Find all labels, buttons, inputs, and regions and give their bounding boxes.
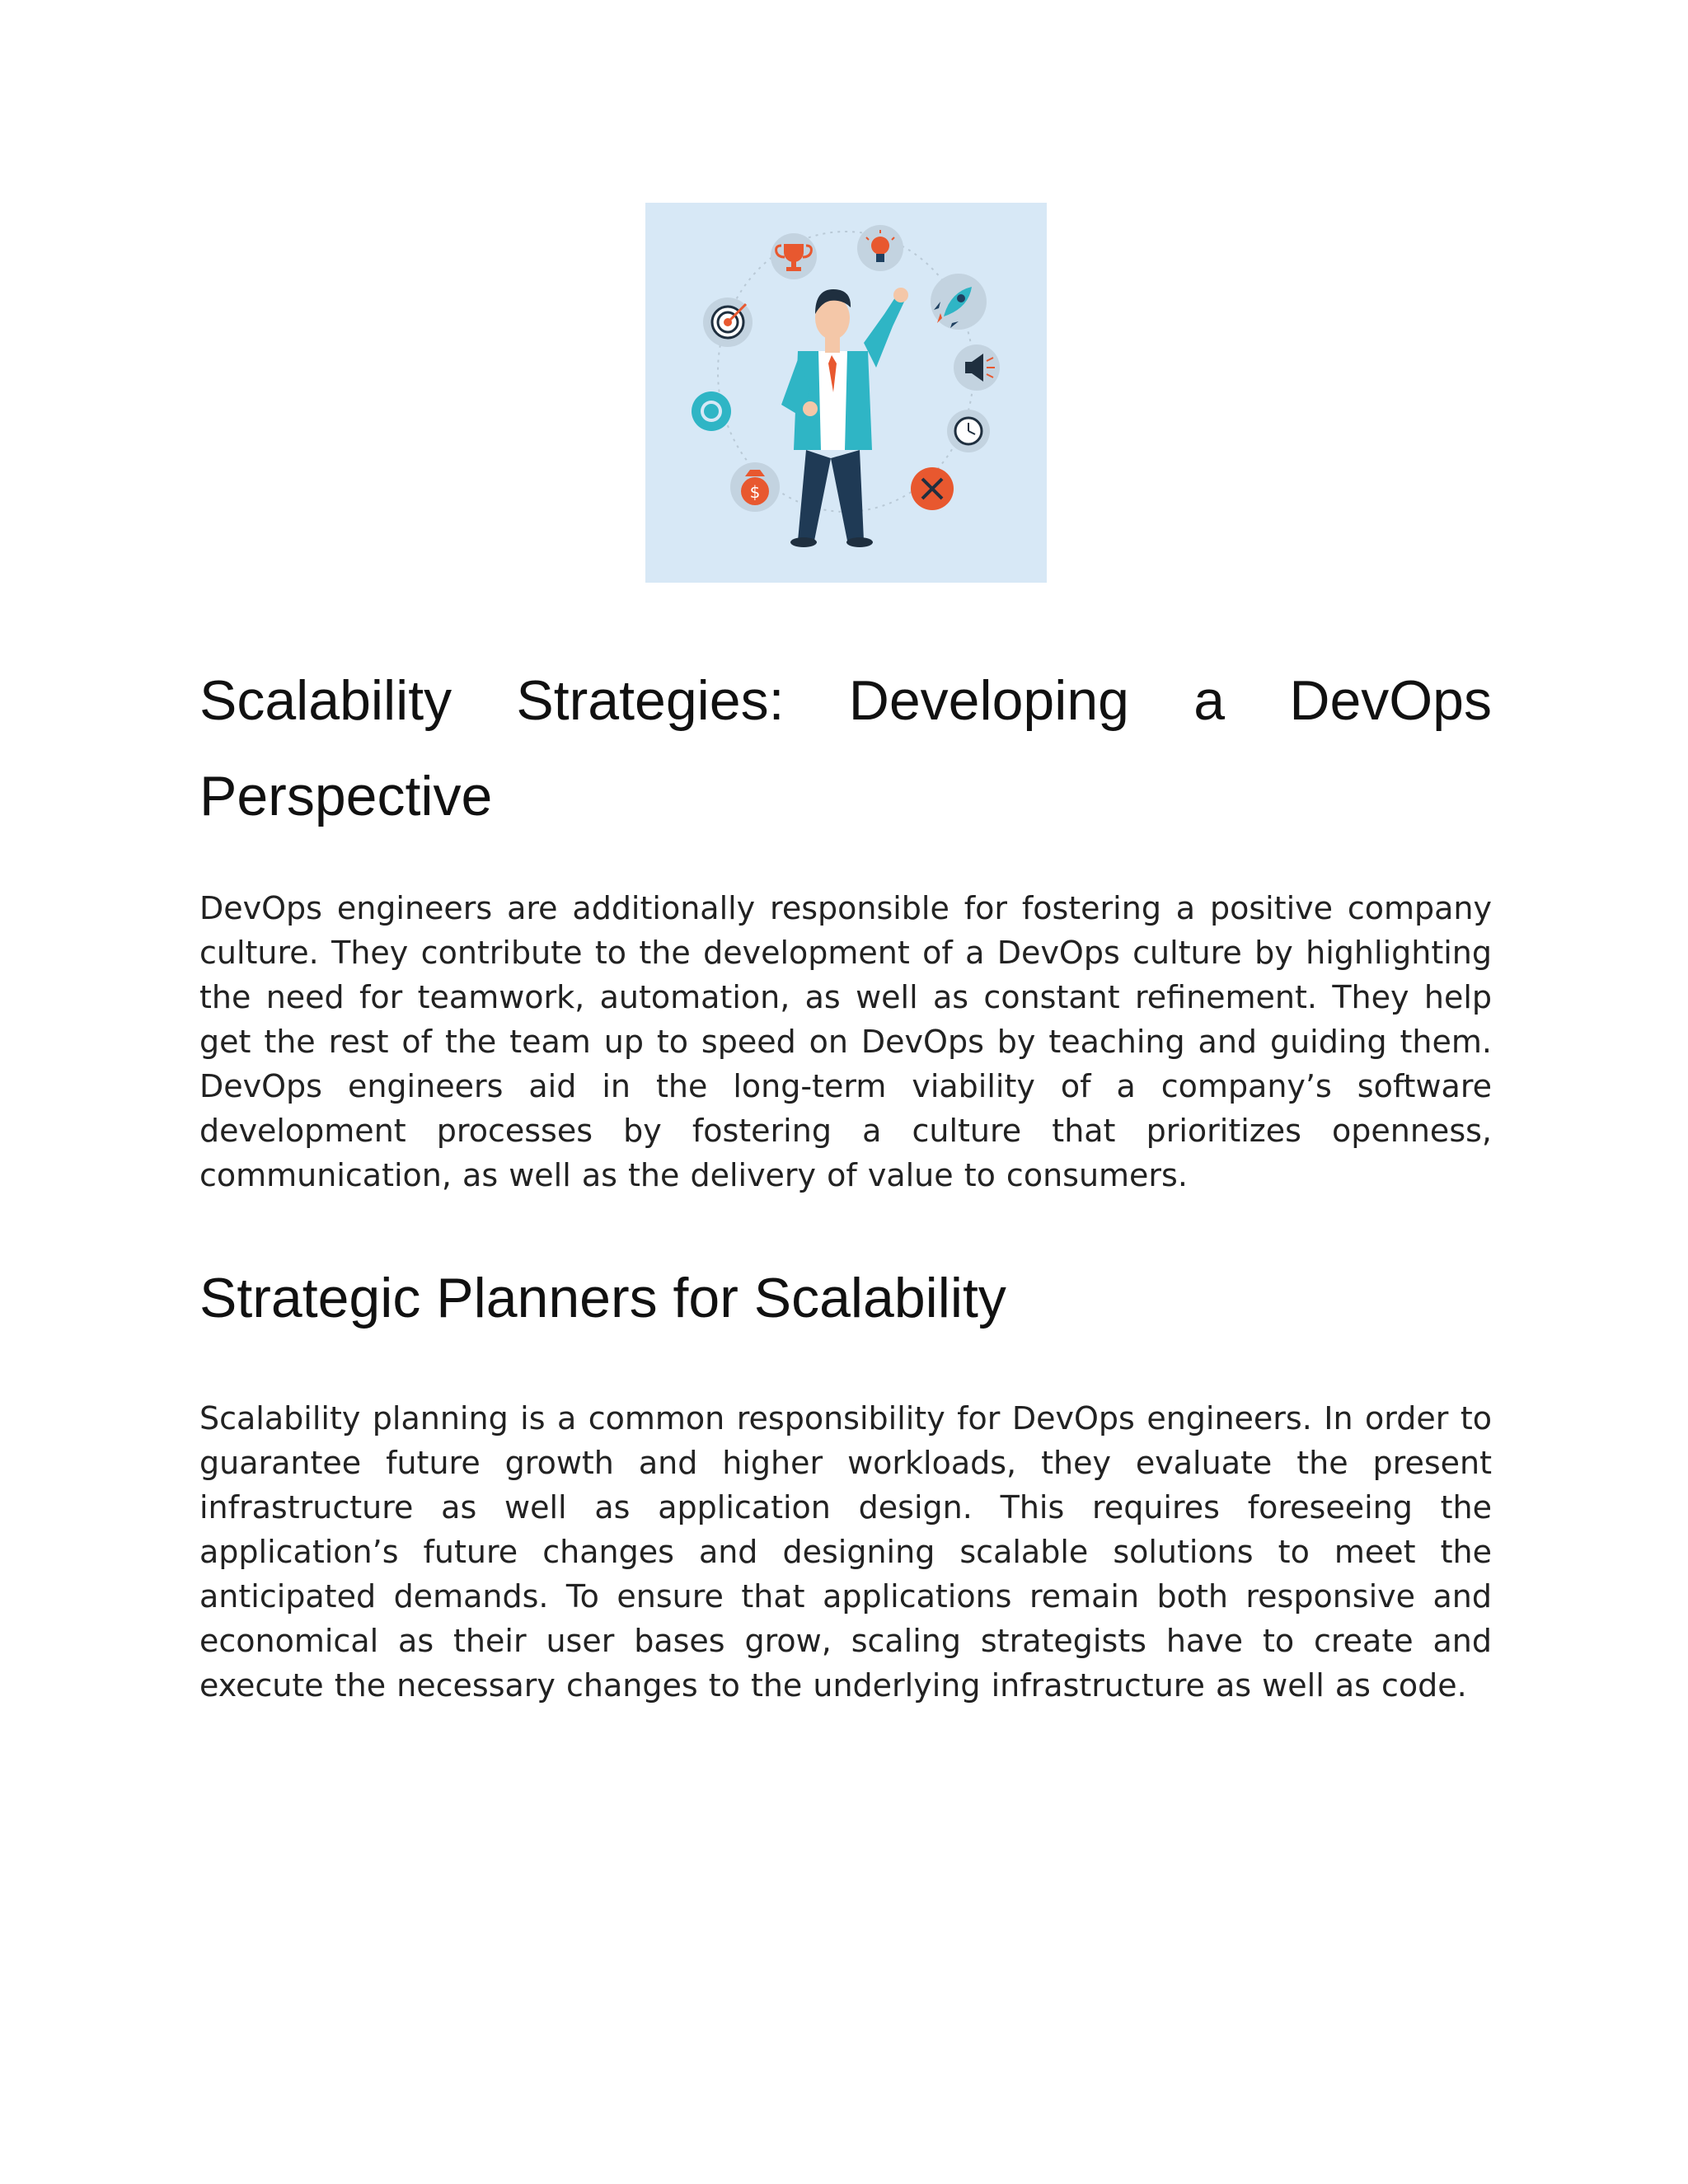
trophy-icon: [771, 233, 817, 279]
devops-illustration: [645, 203, 1047, 583]
rocket-icon: [931, 274, 987, 330]
gear-icon: [692, 391, 731, 431]
svg-text:$: $: [749, 482, 761, 502]
money-bag-icon: [730, 462, 780, 512]
tools-icon: [911, 467, 954, 510]
section-heading: Scalability Strategies: Developing a DevOps Perspective: [199, 669, 1492, 827]
megaphone-icon: [954, 344, 1000, 391]
lightbulb-icon: [857, 225, 903, 271]
section-heading: Strategic Planners for Scalability: [199, 1267, 1006, 1329]
body-paragraph: Scalability planning is a common responsibility for DevOps engineers. In order to guarantee future growth and higher workloads, they evaluate the present infrastructure as well as application design. This requires foreseeing the application’s future changes and designing scalable solutions to meet the anticipated demands. To ensure that applications remain both responsive and economical as their user bases grow, scaling strategists have to create and execute the necessary changes to the underlying infrastructure as well as code.: [199, 1400, 1492, 1704]
target-icon: [703, 298, 753, 347]
body-paragraph: DevOps engineers are additionally responsible for fostering a positive company culture. They contribute to the development of a DevOps culture by highlighting the need for teamwork, automation, as well as constant refinement. They help get the rest of the team up to speed on DevOps by teaching and guiding them. DevOps engineers aid in the long-term viability of a company’s software development processes by fostering a culture that prioritizes openness, communication, as well as the delivery of value to consumers.: [199, 890, 1492, 1193]
clock-icon: [947, 410, 990, 452]
